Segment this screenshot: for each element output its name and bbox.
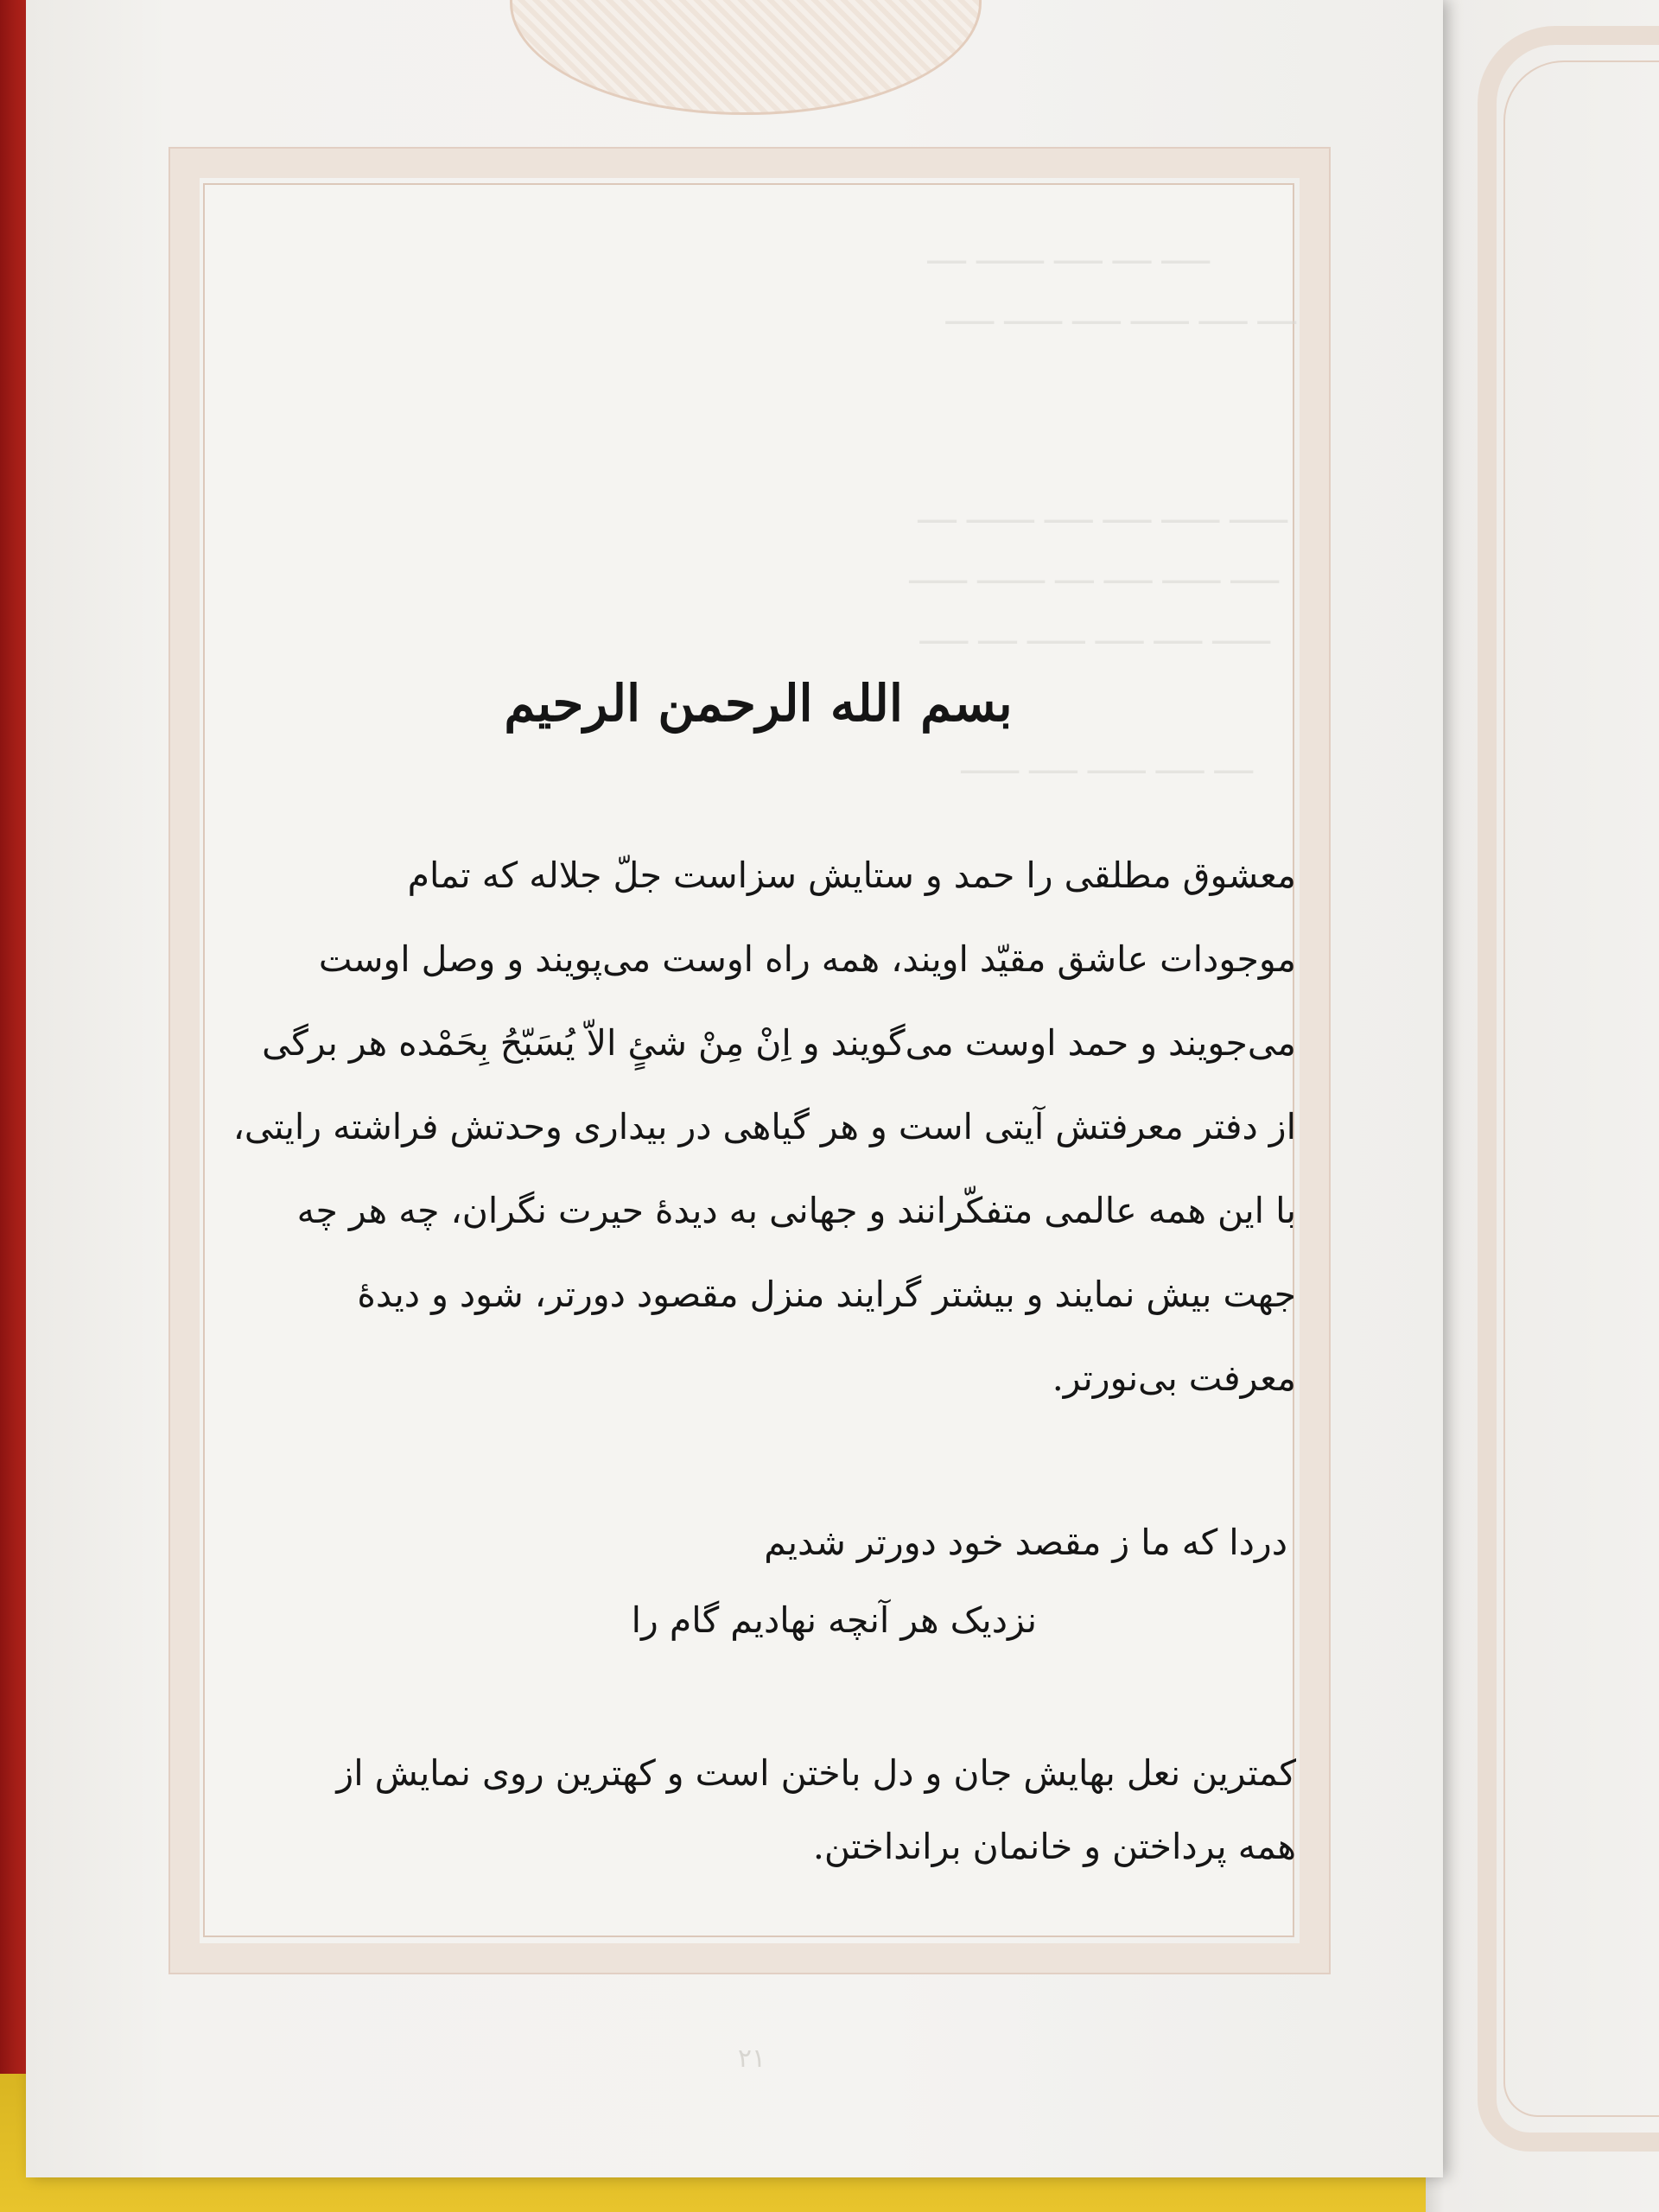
page-heading: بسم الله الرحمن الرحيم xyxy=(504,674,1013,733)
bleed-through-text: ــــــ ـــــ ـــــ ــــــ ــــ ـــــ xyxy=(919,613,1270,652)
page-number: ۲۱ xyxy=(737,2044,766,2074)
poem-line-1: دردا که ما ز مقصد خود دورتر شدیم xyxy=(764,1522,1287,1563)
bleed-through-text: ـــــ ــــــ ـــــ ــــ ـــــــ ــــــ xyxy=(909,553,1279,591)
closing-paragraph xyxy=(220,1737,1296,1884)
paragraph-line: با این همه عالمی متفکّرانند و جهانی به دیدۀ حیرت نگران، چه هر چه xyxy=(296,1190,1296,1231)
paragraph-line: موجودات عاشق مقیّد اویند، همه راه اوست می‌پویند و وصل اوست xyxy=(318,938,1296,980)
paragraph-line: معشوق مطلقی را حمد و ستایش سزاست جلّ جلاله که تمام xyxy=(407,855,1296,896)
closing-line: همه پرداختن و خانمان برانداختن. xyxy=(812,1826,1296,1867)
poem-verse xyxy=(220,1503,1296,1659)
paragraph-line: معرفت بی‌نورتر. xyxy=(1052,1357,1296,1399)
bleed-through-text: ــــــ ــــــ ـــــ ـــــ ـــــــ ــــ xyxy=(918,493,1287,531)
paragraph-line: می‌جویند و حمد اوست می‌گویند و اِنْ مِنْ شئٍ الاّ یُسَبّحُ بِحَمْده هر برگی xyxy=(262,1022,1296,1064)
poem-line-2: نزدیک هر آنچه نهادیم گام را xyxy=(631,1599,1037,1641)
paragraph-line: جهت بیش نمایند و بیشتر گرایند منزل مقصود دورتر، شود و دیدۀ xyxy=(357,1274,1296,1315)
facing-page-frame-inner xyxy=(1503,60,1659,2117)
bleed-through-text: ـــــ ــــ ـــــ ـــــــ ــــ xyxy=(927,233,1210,271)
closing-line: کمترین نعل بهایش جان و دل باختن است و کهترین روی نمایش از xyxy=(336,1752,1296,1794)
bleed-through-text: ــــ ـــــ ــــــ ـــــ ــــــ xyxy=(961,743,1253,781)
body-paragraph xyxy=(220,834,1296,1421)
bleed-through-text: ــــ ـــــ ــــــ ـــــ ــــــ ـــــ xyxy=(945,294,1296,332)
paragraph-line: از دفتر معرفتش آیتی است و هر گیاهی در بیداری وحدتش فراشته رایتی، xyxy=(232,1106,1296,1147)
